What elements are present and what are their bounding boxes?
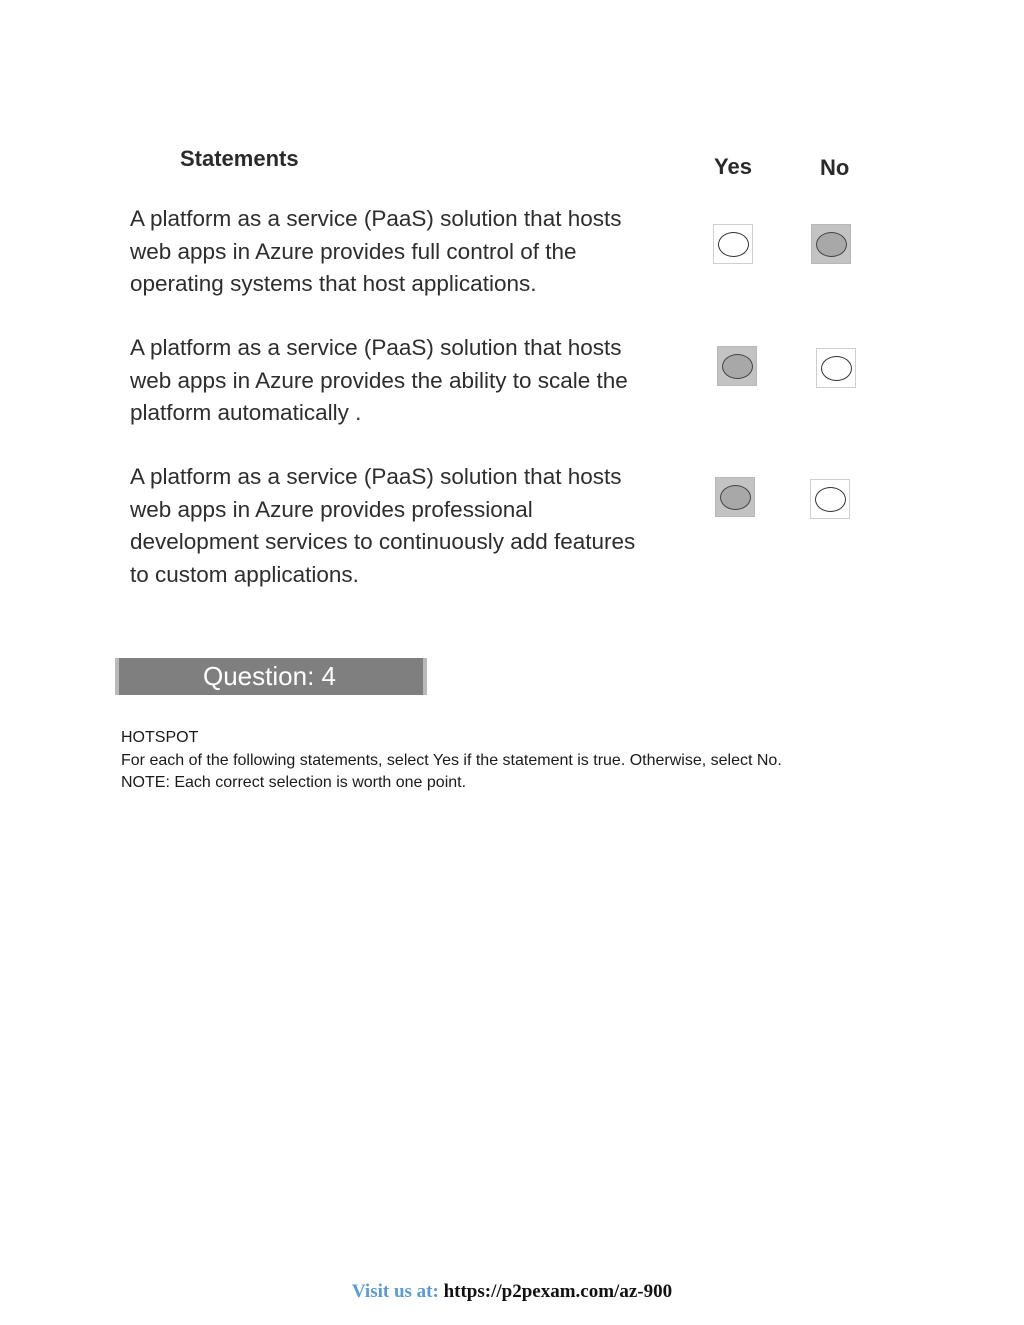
question-banner — [115, 658, 427, 695]
radio-circle-icon — [720, 485, 751, 510]
statements-header: Statements — [180, 146, 299, 171]
footer-link[interactable]: https://p2pexam.com/az-900 — [443, 1281, 673, 1302]
statement-3-text: A platform as a service (PaaS) solution that hosts web apps in Azure provides professional development services to continuously add features to custom applications. — [130, 464, 636, 587]
yes-header: Yes — [714, 154, 752, 179]
footer-label: Visit us at: — [351, 1281, 439, 1302]
radio-circle-icon — [722, 354, 753, 379]
radio-circle-icon — [718, 232, 749, 257]
statement-2-yes-radio[interactable] — [717, 346, 757, 386]
statement-1-yes-radio[interactable] — [713, 224, 753, 264]
page-footer — [0, 1281, 1024, 1303]
statement-1-text: A platform as a service (PaaS) solution that hosts web apps in Azure provides full control of the operating systems that host applications. — [130, 206, 622, 296]
answer-area-figure — [118, 135, 878, 605]
statement-3-yes-radio[interactable] — [715, 477, 755, 517]
question-type: HOTSPOT — [121, 729, 199, 746]
radio-circle-icon — [821, 356, 852, 381]
radio-circle-icon — [815, 487, 846, 512]
statement-1-no-radio[interactable] — [811, 224, 851, 264]
statement-2-no-radio[interactable] — [816, 348, 856, 388]
question-number: Question: 4 — [203, 661, 336, 691]
statement-3-no-radio[interactable] — [810, 479, 850, 519]
no-header: No — [820, 155, 850, 180]
question-note: NOTE: Each correct selection is worth one point. — [121, 774, 467, 791]
question-instruction: For each of the following statements, select Yes if the statement is true. Otherwise, select No. — [121, 751, 782, 769]
statement-2-text: A platform as a service (PaaS) solution that hosts web apps in Azure provides the ability to scale the platform automatically . — [130, 335, 628, 425]
question-text — [121, 727, 782, 795]
radio-circle-icon — [816, 232, 847, 257]
